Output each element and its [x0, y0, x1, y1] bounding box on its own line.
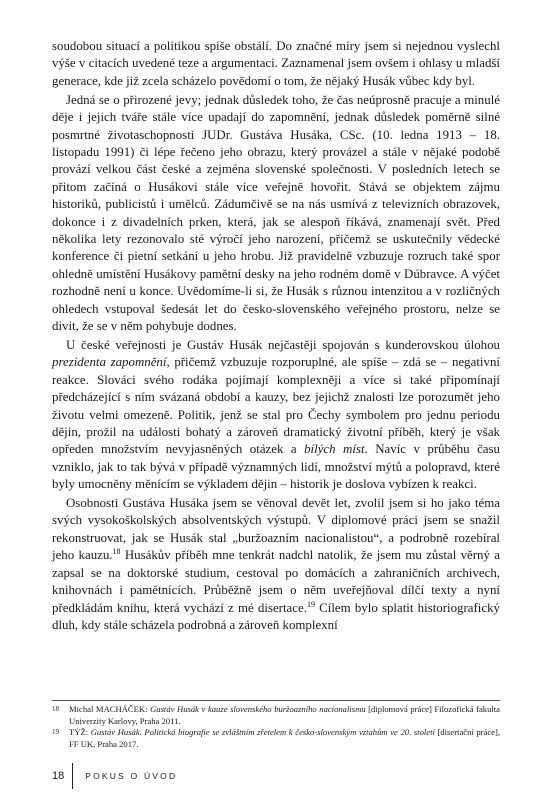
text-run: Michal MACHÁČEK: [69, 704, 151, 714]
text-run: Husákův příběh mne tenkrát nadchl natolik, že jsem mu zůstal věrný a zapsal se na doktorské studium, cestoval po domácích a zahraničních archivech, knihovnách i pamětnících. Průběžně jsem o něm uveřejňoval dílčí texty a nyní předkládám knihu, která vychází z mé disertace. [52, 548, 501, 615]
text-run: [disertační práce], FF UK, Praha 2017. [69, 727, 500, 749]
body-paragraph [52, 337, 500, 494]
main-text [52, 38, 500, 634]
text-run: , přičemž vzbuzuje rozporuplné, ale spíše – zdá se – negativní reakce. Slováci svého rodáka pojímají komplexněji a více si také připomínají předcházející s ním svázaná období a kauzy, bez jejichž znalosti lze porozumět jeho životu velmi omezeně. Politik, jenž se stal pro Čechy symbolem pro jednu periodu dějin, prožil na události bohatý a zároveň dramatický životní příběh, který je však opředen množstvím nevyjasněných otázek a [52, 355, 500, 457]
running-head: POKUS O ÚVOD [85, 771, 178, 781]
italic-text: bílých míst [304, 442, 365, 457]
text-run: soudobou situací a politikou spíše obstálí. Do značné míry jsem si nejednou vyslechl výše v citacích uvedené teze a argumentaci. Zaznamenal jsem ovšem i ohlasy u mladší generace, kde již zcela scházelo povědomí o tom, že nějaký Husák vůbec kdy byl. [52, 39, 500, 88]
italic-text: Gustáv Husák v kauze slovenského buržoazního nacionalismu [150, 704, 366, 714]
footnote-text [69, 704, 500, 727]
text-run: U české veřejnosti je Gustáv Husák nejčastěji spojován s kunderovskou úlohou [66, 337, 500, 352]
footnote-ref: 18 [112, 547, 121, 557]
body-paragraph [52, 92, 500, 336]
text-run: Jedná se o přirozené jevy; jednak důsledek toho, že čas neúprosně pracuje a minulé děje i jejich tváře stále více upadají do zapomnění, jednak důsledek poměrně silné posmrtné životaschopnosti JUDr. Gustáva Husáka, CSc. (10. ledna 1913 – 18. listopadu 1991) či lépe řečeno jeho obrazu, který provázel a stále v nějaké podobě provází velkou část české a zejména slovenské společnosti. V posledních letech se přitom začíná o Husákovi stále více veřejně hovořit. Stává se objektem zájmu historiků, publicistů i umělců. Zádumčivě se na nás usmívá z televizních obrazovek, dokonce i z divadelních prken, která, jak se alespoň říkává, znamenají svět. Před několika lety rezonovalo sté výročí jeho narození, přičemž se uskutečnily vědecké konference či pietní setkání u jeho hrobu. Již pravidelně vzbuzuje rozruch také spor ohledně umístění Husákovy pamětní desky na jeho rodném domě v Dúbravce. A výčet rozhodně není u konce. Uvědomíme-li si, že Husák s různou intenzitou a v rozličných ohledech vstupoval šedesát let do česko-slovenského veřejného prostoru, nelze se divit, že se v něm pohybuje dodnes. [52, 92, 500, 333]
footnote-text [69, 727, 500, 750]
footnote [52, 704, 500, 727]
page-number: 18 [52, 763, 73, 789]
body-paragraph [52, 495, 500, 634]
italic-text: prezidenta zapomnění [52, 355, 167, 370]
footnote-number: 19 [52, 728, 59, 737]
folio [52, 763, 177, 789]
text-run: Osobnosti Gustáva Husáka jsem se věnoval devět let, zvolil jsem si ho jako téma svých vysokoškolských absolventských výstupů. V diplomové práci jsem se snažil rekonstruovat, jak se Husák stal „buržoazním nacionalistou“, a podrobně rozebíral jeho kauzu. [52, 496, 500, 563]
text-run: [diplomová práce] Filozofická fakulta Univerzity Karlovy, Praha 2011. [69, 704, 500, 726]
footnote-number: 18 [52, 705, 59, 713]
footnote-ref: 19 [306, 599, 315, 609]
text-run: . Navíc v průběhu času vzniklo, jak to tak bývá v případě významných lidí, množství mýtů a polopravd, které byly umocněny měnícím se výkladem dějin – historik je doslova vybízen k reakci. [52, 442, 500, 492]
footnotes [52, 700, 500, 750]
text-run: Cílem bylo splatit historiografický dluh, kdy stále scházela podrobná a zároveň komplexní [52, 600, 501, 632]
footnote [52, 727, 500, 750]
body-paragraph [52, 38, 500, 90]
italic-text: Gustáv Husák. Politická biografie se zvláštním zřetelem k česko-slovenským vztahům ve 20. století [90, 727, 435, 738]
text-run: TÝŽ: [69, 727, 91, 738]
